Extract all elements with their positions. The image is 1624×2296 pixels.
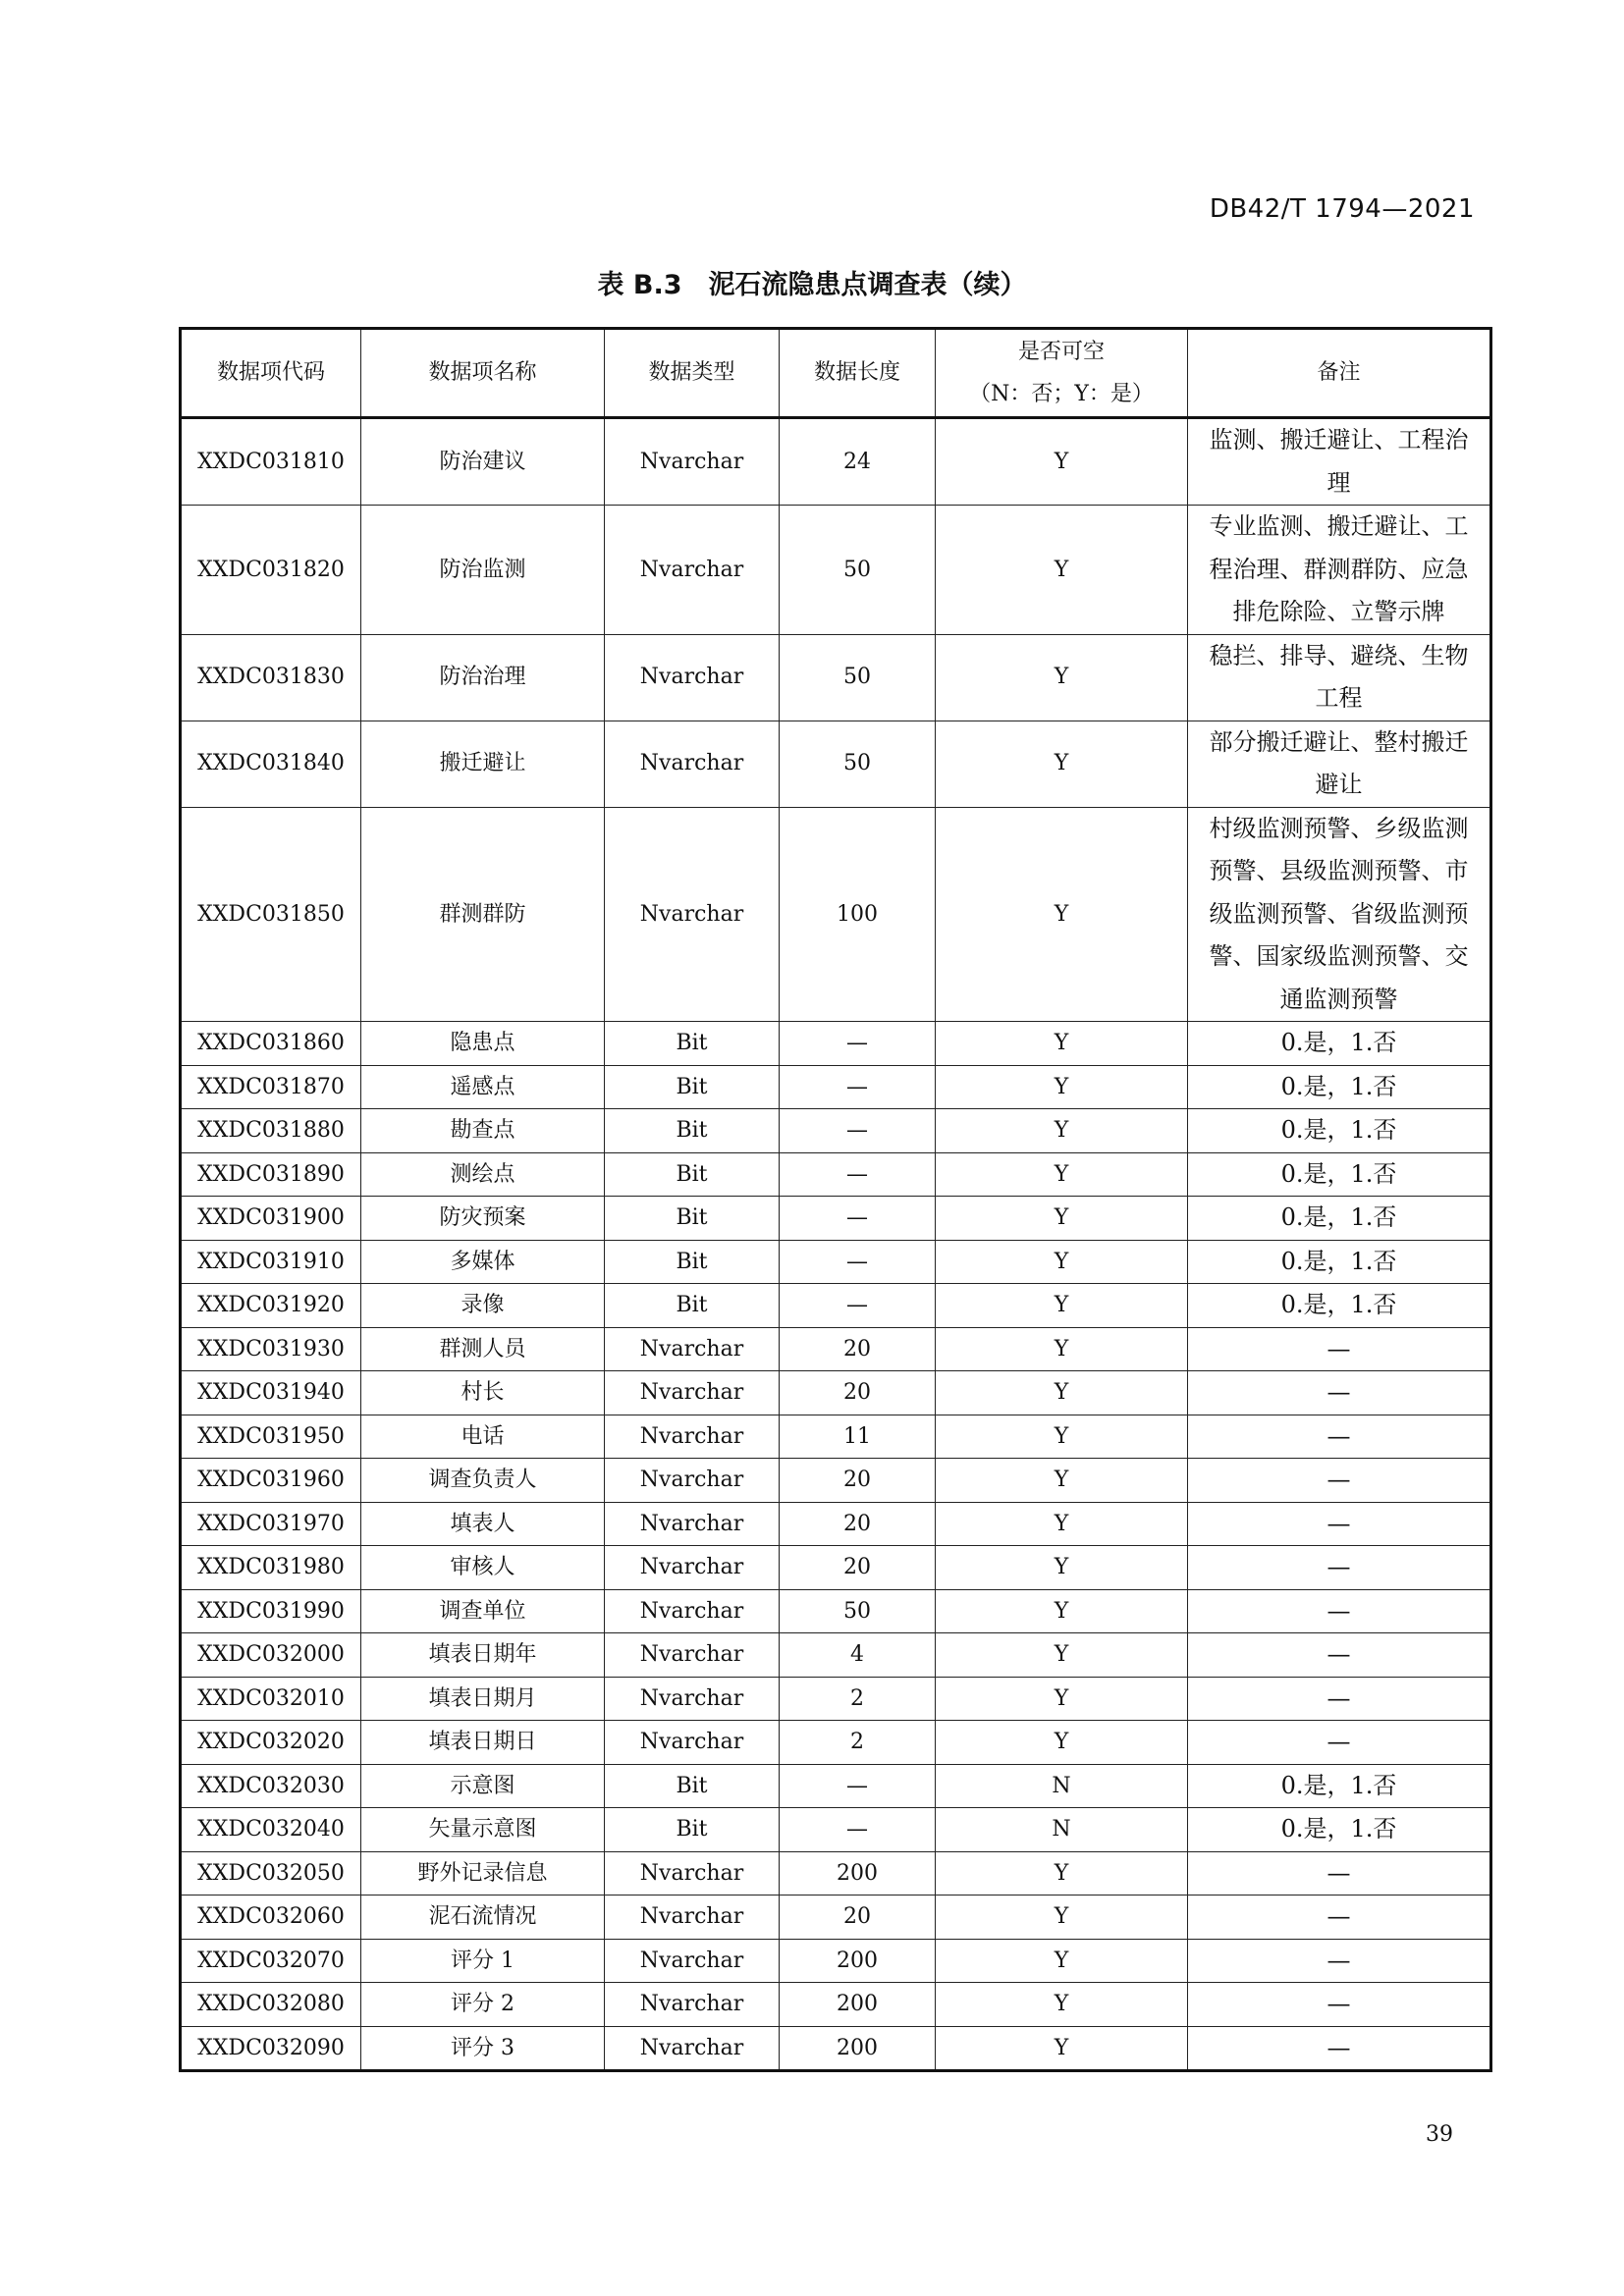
table-row bbox=[181, 1546, 1491, 1590]
cell-length: 200 bbox=[780, 1983, 936, 2027]
cell-type: Nvarchar bbox=[605, 1939, 780, 1983]
cell-code: XXDC032030 bbox=[181, 1764, 361, 1808]
table-row bbox=[181, 1677, 1491, 1721]
cell-length: 11 bbox=[780, 1415, 936, 1459]
cell-length: 20 bbox=[780, 1371, 936, 1415]
table-row bbox=[181, 1371, 1491, 1415]
cell-type: Bit bbox=[605, 1022, 780, 1066]
cell-remarks: — bbox=[1188, 1851, 1491, 1896]
cell-code: XXDC032050 bbox=[181, 1851, 361, 1896]
table-row bbox=[181, 721, 1491, 807]
cell-length: — bbox=[780, 1284, 936, 1328]
cell-type: Nvarchar bbox=[605, 721, 780, 807]
cell-code: XXDC031910 bbox=[181, 1240, 361, 1284]
table-row bbox=[181, 506, 1491, 635]
cell-nullable: Y bbox=[936, 1284, 1188, 1328]
cell-remarks: 稳拦、排导、避绕、生物工程 bbox=[1188, 634, 1491, 721]
cell-remarks: — bbox=[1188, 1546, 1491, 1590]
cell-name: 调查负责人 bbox=[361, 1459, 605, 1503]
cell-type: Nvarchar bbox=[605, 807, 780, 1022]
header-type: 数据类型 bbox=[605, 329, 780, 418]
table-row bbox=[181, 1240, 1491, 1284]
cell-code: XXDC031960 bbox=[181, 1459, 361, 1503]
cell-length: 50 bbox=[780, 634, 936, 721]
cell-length: 20 bbox=[780, 1896, 936, 1940]
cell-length: — bbox=[780, 1240, 936, 1284]
cell-nullable: Y bbox=[936, 634, 1188, 721]
table-row bbox=[181, 1808, 1491, 1852]
cell-length: 2 bbox=[780, 1721, 936, 1765]
cell-remarks: — bbox=[1188, 1896, 1491, 1940]
cell-code: XXDC031920 bbox=[181, 1284, 361, 1328]
cell-length: 20 bbox=[780, 1459, 936, 1503]
cell-name: 多媒体 bbox=[361, 1240, 605, 1284]
cell-length: — bbox=[780, 1808, 936, 1852]
cell-type: Nvarchar bbox=[605, 506, 780, 635]
cell-type: Nvarchar bbox=[605, 1983, 780, 2027]
table-row bbox=[181, 1327, 1491, 1371]
table-row bbox=[181, 1415, 1491, 1459]
table-row bbox=[181, 1633, 1491, 1678]
cell-length: — bbox=[780, 1764, 936, 1808]
cell-name: 群测人员 bbox=[361, 1327, 605, 1371]
cell-length: — bbox=[780, 1109, 936, 1153]
cell-code: XXDC032010 bbox=[181, 1677, 361, 1721]
cell-type: Bit bbox=[605, 1197, 780, 1241]
table-row bbox=[181, 1152, 1491, 1197]
cell-type: Nvarchar bbox=[605, 1327, 780, 1371]
table-row bbox=[181, 1589, 1491, 1633]
cell-remarks: — bbox=[1188, 1983, 1491, 2027]
cell-nullable: Y bbox=[936, 2026, 1188, 2071]
cell-type: Nvarchar bbox=[605, 1546, 780, 1590]
cell-length: 2 bbox=[780, 1677, 936, 1721]
cell-length: — bbox=[780, 1197, 936, 1241]
table-row bbox=[181, 1502, 1491, 1546]
cell-remarks: — bbox=[1188, 1721, 1491, 1765]
table-row bbox=[181, 634, 1491, 721]
cell-type: Nvarchar bbox=[605, 1677, 780, 1721]
cell-code: XXDC031810 bbox=[181, 418, 361, 506]
cell-nullable: Y bbox=[936, 1589, 1188, 1633]
cell-nullable: Y bbox=[936, 1371, 1188, 1415]
data-table bbox=[179, 327, 1492, 2072]
table-row bbox=[181, 1896, 1491, 1940]
cell-name: 矢量示意图 bbox=[361, 1808, 605, 1852]
cell-type: Bit bbox=[605, 1808, 780, 1852]
cell-name: 防治监测 bbox=[361, 506, 605, 635]
cell-nullable: Y bbox=[936, 1633, 1188, 1678]
cell-code: XXDC031990 bbox=[181, 1589, 361, 1633]
cell-name: 填表日期月 bbox=[361, 1677, 605, 1721]
header-length: 数据长度 bbox=[780, 329, 936, 418]
cell-type: Nvarchar bbox=[605, 1502, 780, 1546]
table-row bbox=[181, 1284, 1491, 1328]
cell-name: 电话 bbox=[361, 1415, 605, 1459]
cell-code: XXDC031850 bbox=[181, 807, 361, 1022]
cell-remarks: — bbox=[1188, 1459, 1491, 1503]
cell-code: XXDC032080 bbox=[181, 1983, 361, 2027]
cell-code: XXDC031890 bbox=[181, 1152, 361, 1197]
cell-type: Nvarchar bbox=[605, 1721, 780, 1765]
cell-remarks: 0.是，1.否 bbox=[1188, 1764, 1491, 1808]
cell-type: Bit bbox=[605, 1109, 780, 1153]
cell-nullable: Y bbox=[936, 1022, 1188, 1066]
cell-nullable: Y bbox=[936, 1546, 1188, 1590]
cell-name: 泥石流情况 bbox=[361, 1896, 605, 1940]
cell-length: 100 bbox=[780, 807, 936, 1022]
cell-code: XXDC032070 bbox=[181, 1939, 361, 1983]
header-nullable-label: 是否可空 bbox=[1017, 339, 1105, 364]
cell-nullable: Y bbox=[936, 1065, 1188, 1109]
cell-remarks: 专业监测、搬迁避让、工程治理、群测群防、应急排危除险、立警示牌 bbox=[1188, 506, 1491, 635]
cell-nullable: Y bbox=[936, 1851, 1188, 1896]
cell-name: 填表日期日 bbox=[361, 1721, 605, 1765]
cell-code: XXDC031830 bbox=[181, 634, 361, 721]
cell-remarks: 0.是，1.否 bbox=[1188, 1240, 1491, 1284]
cell-name: 防治建议 bbox=[361, 418, 605, 506]
cell-name: 审核人 bbox=[361, 1546, 605, 1590]
cell-name: 录像 bbox=[361, 1284, 605, 1328]
document-number: DB42/T 1794—2021 bbox=[1209, 194, 1475, 224]
cell-nullable: Y bbox=[936, 1939, 1188, 1983]
table-row bbox=[181, 1022, 1491, 1066]
cell-remarks: 0.是，1.否 bbox=[1188, 1109, 1491, 1153]
cell-code: XXDC031900 bbox=[181, 1197, 361, 1241]
cell-code: XXDC032020 bbox=[181, 1721, 361, 1765]
cell-remarks: 0.是，1.否 bbox=[1188, 1808, 1491, 1852]
cell-type: Bit bbox=[605, 1240, 780, 1284]
cell-type: Nvarchar bbox=[605, 1851, 780, 1896]
cell-name: 评分 3 bbox=[361, 2026, 605, 2071]
cell-remarks: — bbox=[1188, 1939, 1491, 1983]
cell-nullable: Y bbox=[936, 506, 1188, 635]
cell-nullable: Y bbox=[936, 1459, 1188, 1503]
cell-name: 群测群防 bbox=[361, 807, 605, 1022]
cell-remarks: — bbox=[1188, 2026, 1491, 2071]
header-code: 数据项代码 bbox=[181, 329, 361, 418]
cell-length: 200 bbox=[780, 1939, 936, 1983]
cell-type: Bit bbox=[605, 1065, 780, 1109]
cell-remarks: — bbox=[1188, 1589, 1491, 1633]
cell-remarks: — bbox=[1188, 1633, 1491, 1678]
cell-nullable: Y bbox=[936, 1721, 1188, 1765]
cell-name: 野外记录信息 bbox=[361, 1851, 605, 1896]
cell-nullable: Y bbox=[936, 1896, 1188, 1940]
cell-type: Nvarchar bbox=[605, 1459, 780, 1503]
table-row bbox=[181, 1939, 1491, 1983]
table-row bbox=[181, 807, 1491, 1022]
table-row bbox=[181, 1983, 1491, 2027]
header-nullable-note: （N：否；Y：是） bbox=[969, 382, 1154, 406]
cell-remarks: — bbox=[1188, 1371, 1491, 1415]
cell-type: Bit bbox=[605, 1764, 780, 1808]
table-row bbox=[181, 2026, 1491, 2071]
cell-length: 20 bbox=[780, 1546, 936, 1590]
table-row bbox=[181, 1764, 1491, 1808]
cell-remarks: 监测、搬迁避让、工程治理 bbox=[1188, 418, 1491, 506]
cell-name: 评分 1 bbox=[361, 1939, 605, 1983]
cell-code: XXDC032040 bbox=[181, 1808, 361, 1852]
table-row bbox=[181, 1851, 1491, 1896]
cell-name: 搬迁避让 bbox=[361, 721, 605, 807]
cell-nullable: Y bbox=[936, 418, 1188, 506]
cell-type: Nvarchar bbox=[605, 1415, 780, 1459]
table-row bbox=[181, 1065, 1491, 1109]
cell-length: 50 bbox=[780, 1589, 936, 1633]
cell-length: 20 bbox=[780, 1502, 936, 1546]
cell-length: — bbox=[780, 1065, 936, 1109]
cell-remarks: — bbox=[1188, 1327, 1491, 1371]
cell-code: XXDC032000 bbox=[181, 1633, 361, 1678]
cell-length: — bbox=[780, 1022, 936, 1066]
cell-remarks: 0.是，1.否 bbox=[1188, 1152, 1491, 1197]
cell-code: XXDC031880 bbox=[181, 1109, 361, 1153]
cell-type: Nvarchar bbox=[605, 1589, 780, 1633]
cell-code: XXDC031930 bbox=[181, 1327, 361, 1371]
cell-length: 50 bbox=[780, 721, 936, 807]
table-row bbox=[181, 418, 1491, 506]
header-nullable bbox=[936, 329, 1188, 418]
cell-nullable: Y bbox=[936, 1109, 1188, 1153]
cell-name: 防治治理 bbox=[361, 634, 605, 721]
cell-code: XXDC031950 bbox=[181, 1415, 361, 1459]
cell-nullable: Y bbox=[936, 721, 1188, 807]
cell-length: 24 bbox=[780, 418, 936, 506]
cell-remarks: 部分搬迁避让、整村搬迁避让 bbox=[1188, 721, 1491, 807]
cell-nullable: Y bbox=[936, 1327, 1188, 1371]
cell-remarks: 0.是，1.否 bbox=[1188, 1197, 1491, 1241]
cell-remarks: 0.是，1.否 bbox=[1188, 1065, 1491, 1109]
table-title: 表 B.3 泥石流隐患点调查表（续） bbox=[597, 270, 1027, 300]
cell-remarks: — bbox=[1188, 1502, 1491, 1546]
cell-type: Nvarchar bbox=[605, 418, 780, 506]
cell-code: XXDC032090 bbox=[181, 2026, 361, 2071]
cell-remarks: 村级监测预警、乡级监测预警、县级监测预警、市级监测预警、省级监测预警、国家级监测预警、交通监测预警 bbox=[1188, 807, 1491, 1022]
cell-name: 调查单位 bbox=[361, 1589, 605, 1633]
cell-code: XXDC032060 bbox=[181, 1896, 361, 1940]
cell-code: XXDC031870 bbox=[181, 1065, 361, 1109]
cell-nullable: Y bbox=[936, 1240, 1188, 1284]
cell-length: 200 bbox=[780, 1851, 936, 1896]
cell-type: Nvarchar bbox=[605, 1633, 780, 1678]
cell-remarks: 0.是，1.否 bbox=[1188, 1284, 1491, 1328]
cell-type: Nvarchar bbox=[605, 2026, 780, 2071]
cell-name: 评分 2 bbox=[361, 1983, 605, 2027]
cell-remarks: — bbox=[1188, 1677, 1491, 1721]
cell-length: 50 bbox=[780, 506, 936, 635]
cell-name: 测绘点 bbox=[361, 1152, 605, 1197]
cell-name: 隐患点 bbox=[361, 1022, 605, 1066]
cell-nullable: Y bbox=[936, 1152, 1188, 1197]
cell-code: XXDC031980 bbox=[181, 1546, 361, 1590]
cell-length: 4 bbox=[780, 1633, 936, 1678]
table-header-row bbox=[181, 329, 1491, 418]
table-row bbox=[181, 1721, 1491, 1765]
cell-type: Bit bbox=[605, 1284, 780, 1328]
table-row bbox=[181, 1197, 1491, 1241]
cell-remarks: 0.是，1.否 bbox=[1188, 1022, 1491, 1066]
cell-type: Nvarchar bbox=[605, 1371, 780, 1415]
cell-code: XXDC031970 bbox=[181, 1502, 361, 1546]
cell-name: 防灾预案 bbox=[361, 1197, 605, 1241]
cell-nullable: Y bbox=[936, 1197, 1188, 1241]
cell-remarks: — bbox=[1188, 1415, 1491, 1459]
cell-name: 村长 bbox=[361, 1371, 605, 1415]
cell-name: 填表人 bbox=[361, 1502, 605, 1546]
cell-nullable: Y bbox=[936, 1983, 1188, 2027]
cell-nullable: N bbox=[936, 1764, 1188, 1808]
cell-code: XXDC031860 bbox=[181, 1022, 361, 1066]
page-number: 39 bbox=[1426, 2122, 1453, 2147]
cell-code: XXDC031840 bbox=[181, 721, 361, 807]
cell-name: 勘查点 bbox=[361, 1109, 605, 1153]
cell-name: 示意图 bbox=[361, 1764, 605, 1808]
cell-code: XXDC031940 bbox=[181, 1371, 361, 1415]
cell-nullable: N bbox=[936, 1808, 1188, 1852]
cell-name: 遥感点 bbox=[361, 1065, 605, 1109]
cell-nullable: Y bbox=[936, 807, 1188, 1022]
cell-length: 20 bbox=[780, 1327, 936, 1371]
cell-nullable: Y bbox=[936, 1415, 1188, 1459]
cell-type: Bit bbox=[605, 1152, 780, 1197]
cell-type: Nvarchar bbox=[605, 1896, 780, 1940]
header-name: 数据项名称 bbox=[361, 329, 605, 418]
table-row bbox=[181, 1109, 1491, 1153]
cell-name: 填表日期年 bbox=[361, 1633, 605, 1678]
cell-nullable: Y bbox=[936, 1502, 1188, 1546]
cell-type: Nvarchar bbox=[605, 634, 780, 721]
cell-length: — bbox=[780, 1152, 936, 1197]
cell-nullable: Y bbox=[936, 1677, 1188, 1721]
header-remarks: 备注 bbox=[1188, 329, 1491, 418]
cell-code: XXDC031820 bbox=[181, 506, 361, 635]
table-row bbox=[181, 1459, 1491, 1503]
cell-length: 200 bbox=[780, 2026, 936, 2071]
